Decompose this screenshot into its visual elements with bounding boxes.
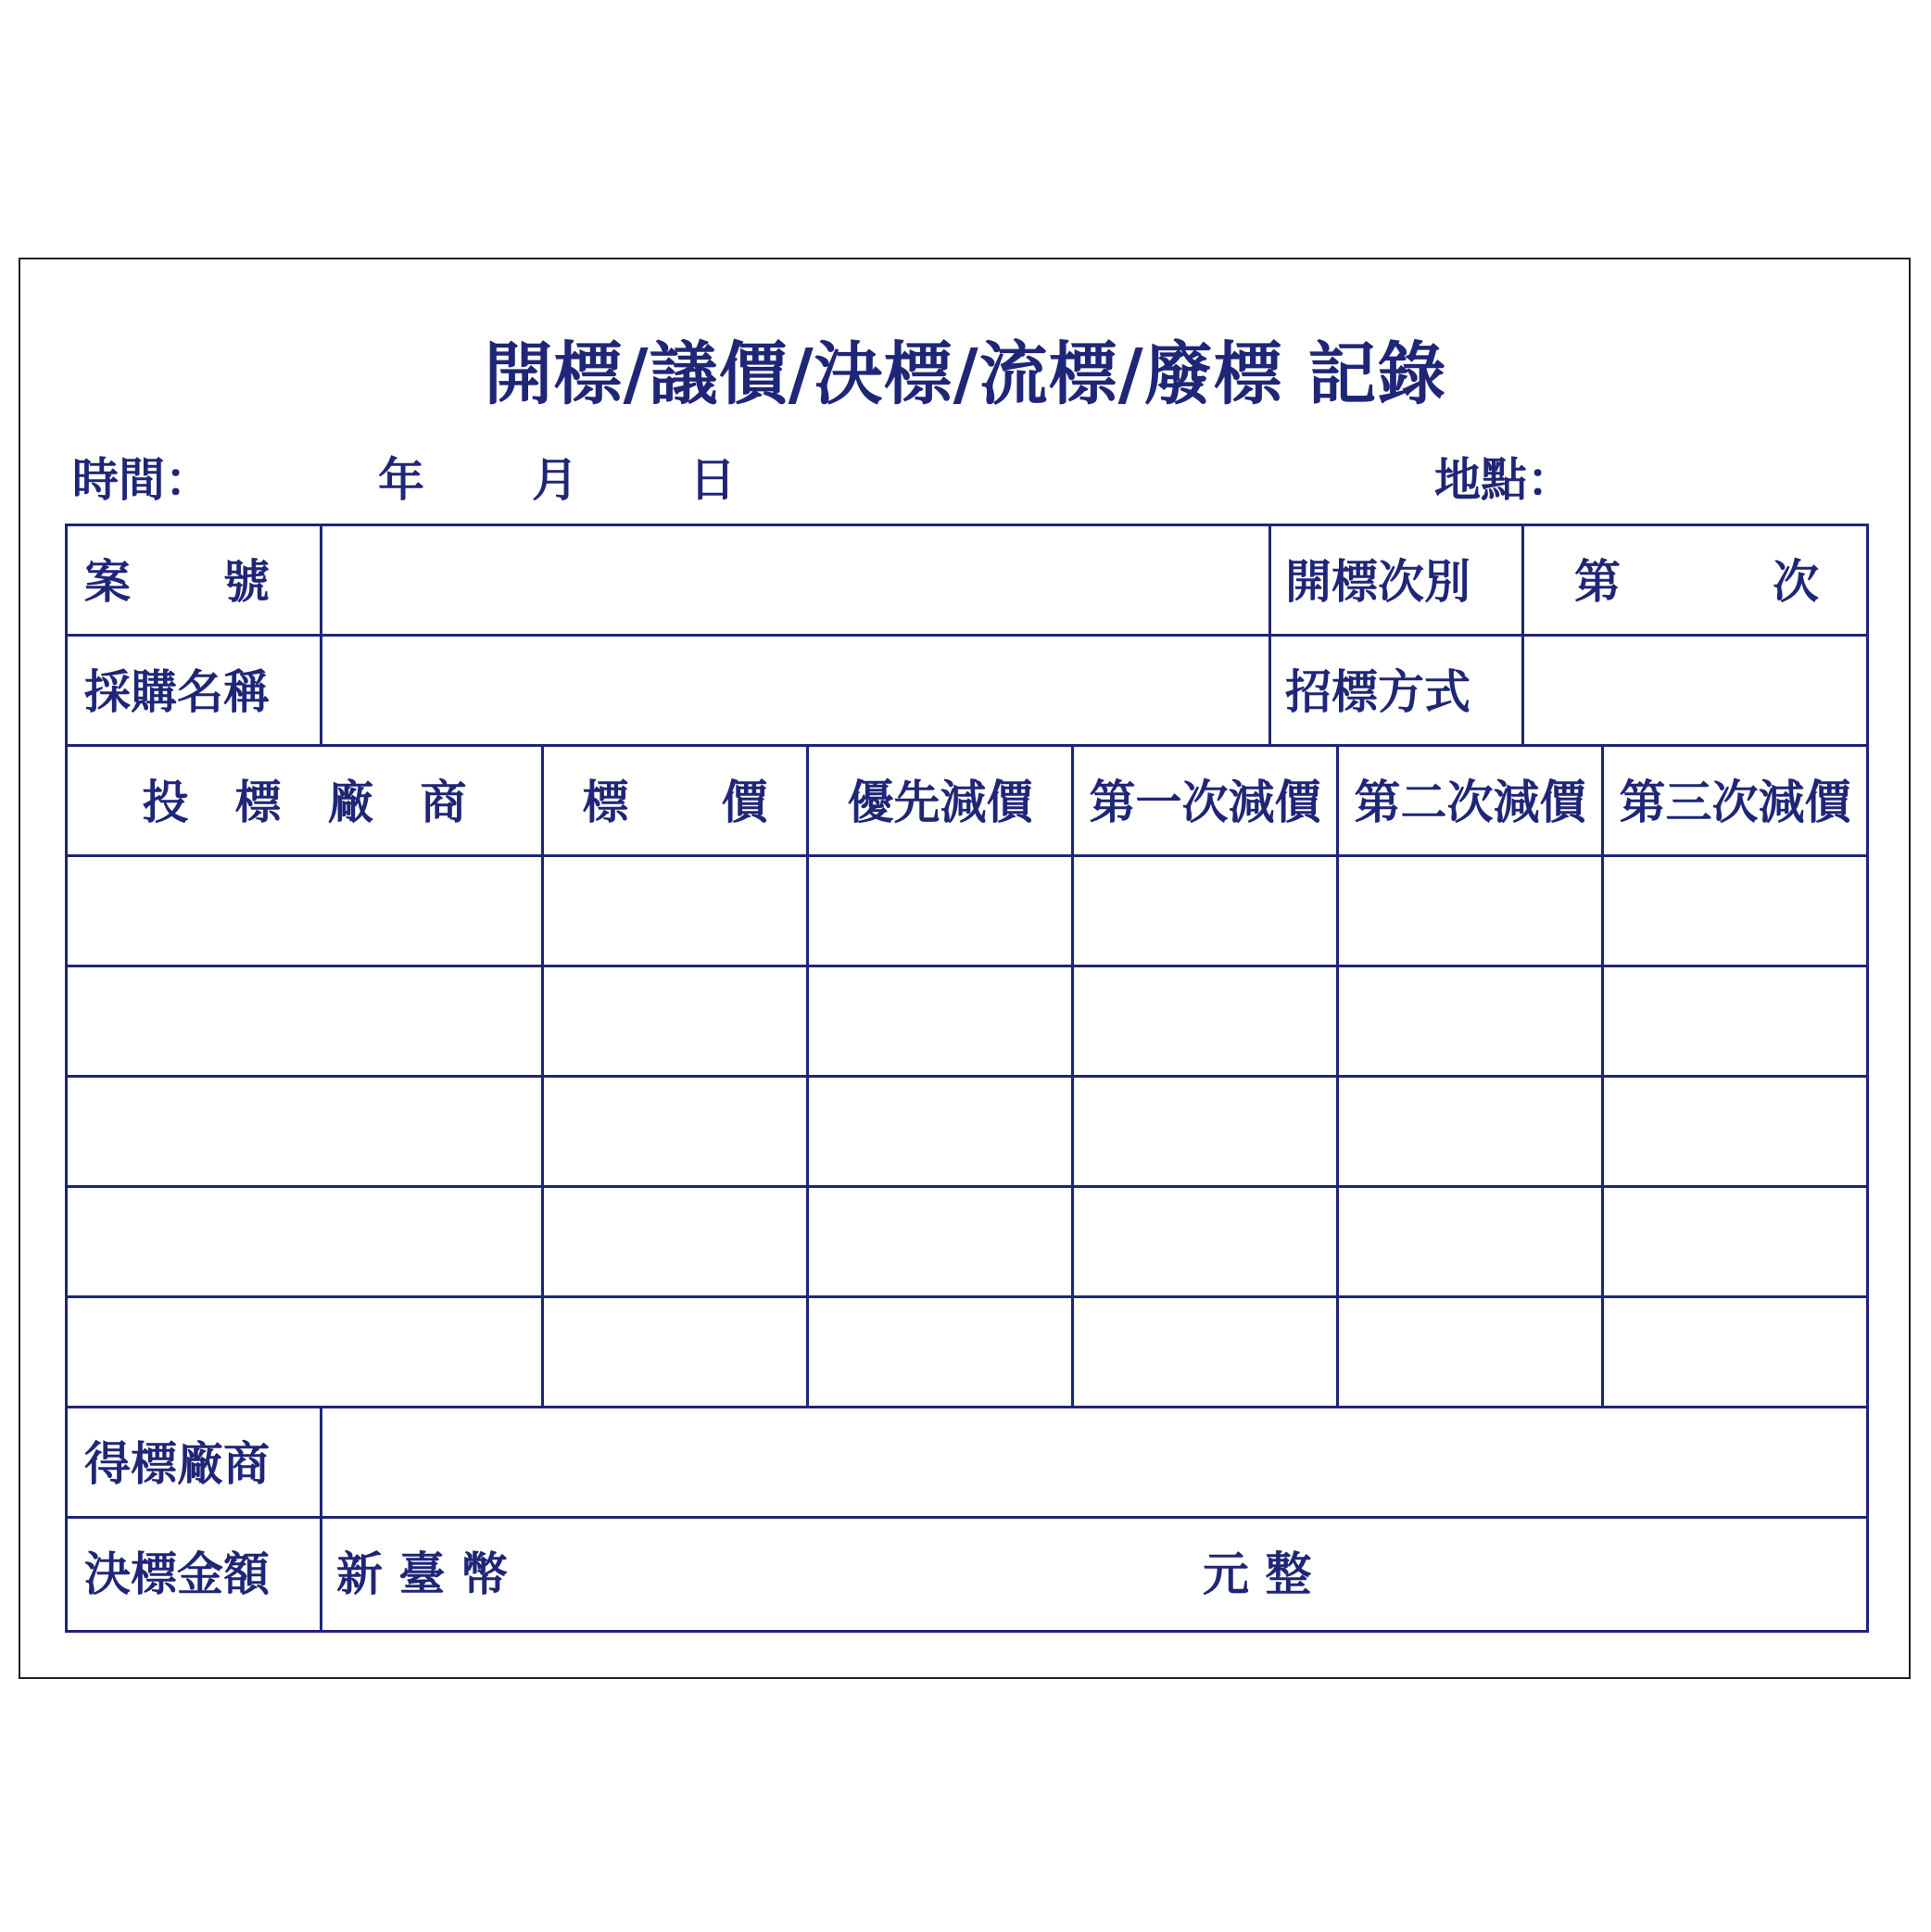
location-label: 地點： bbox=[1434, 452, 1573, 507]
month-label: 月 bbox=[532, 452, 578, 507]
award-amount-field[interactable] bbox=[549, 1519, 1226, 1626]
procurement-name-field[interactable] bbox=[323, 637, 1268, 744]
tender-method-label: 招標方式 bbox=[1285, 664, 1470, 719]
column-divider bbox=[1268, 526, 1271, 744]
round-suffix: 次 bbox=[1773, 554, 1819, 609]
form-title: 開標/議價/決標/流標/廢標 記錄 bbox=[484, 335, 1447, 414]
year-label: 年 bbox=[378, 452, 424, 507]
header-bid-price: 標 價 bbox=[582, 775, 768, 829]
open-round-label: 開標次別 bbox=[1285, 554, 1470, 609]
case-number-label: 案 號 bbox=[84, 554, 270, 609]
amount-suffix: 元 整 bbox=[1203, 1547, 1312, 1601]
table-row[interactable] bbox=[68, 1188, 1866, 1295]
header-third-reduction: 第三次減價 bbox=[1619, 775, 1851, 829]
currency-label: 新 臺 幣 bbox=[336, 1547, 508, 1601]
time-label: 時間： bbox=[72, 452, 211, 507]
table-row[interactable] bbox=[68, 857, 1866, 965]
header-priority-reduction: 優先減價 bbox=[847, 775, 1033, 829]
record-table bbox=[65, 524, 1869, 1633]
award-amount-label: 決標金額 bbox=[84, 1547, 270, 1601]
procurement-name-label: 採購名稱 bbox=[84, 664, 270, 719]
table-row[interactable] bbox=[68, 1298, 1866, 1406]
winner-label: 得標廠商 bbox=[84, 1436, 270, 1491]
column-divider bbox=[320, 1406, 322, 1630]
round-prefix: 第 bbox=[1574, 554, 1621, 609]
case-number-field[interactable] bbox=[323, 526, 1268, 634]
day-label: 日 bbox=[689, 452, 736, 507]
column-divider bbox=[1521, 526, 1524, 744]
tender-method-field[interactable] bbox=[1525, 637, 1866, 744]
table-row[interactable] bbox=[68, 967, 1866, 1075]
header-first-reduction: 第一次減價 bbox=[1089, 775, 1321, 829]
header-second-reduction: 第二次減價 bbox=[1354, 775, 1586, 829]
open-round-field[interactable] bbox=[1634, 526, 1767, 634]
table-row[interactable] bbox=[68, 1078, 1866, 1185]
header-bidder: 投 標 廠 商 bbox=[142, 775, 467, 829]
row-divider bbox=[68, 744, 1866, 747]
column-divider bbox=[320, 526, 322, 744]
winner-field[interactable] bbox=[323, 1408, 1866, 1516]
